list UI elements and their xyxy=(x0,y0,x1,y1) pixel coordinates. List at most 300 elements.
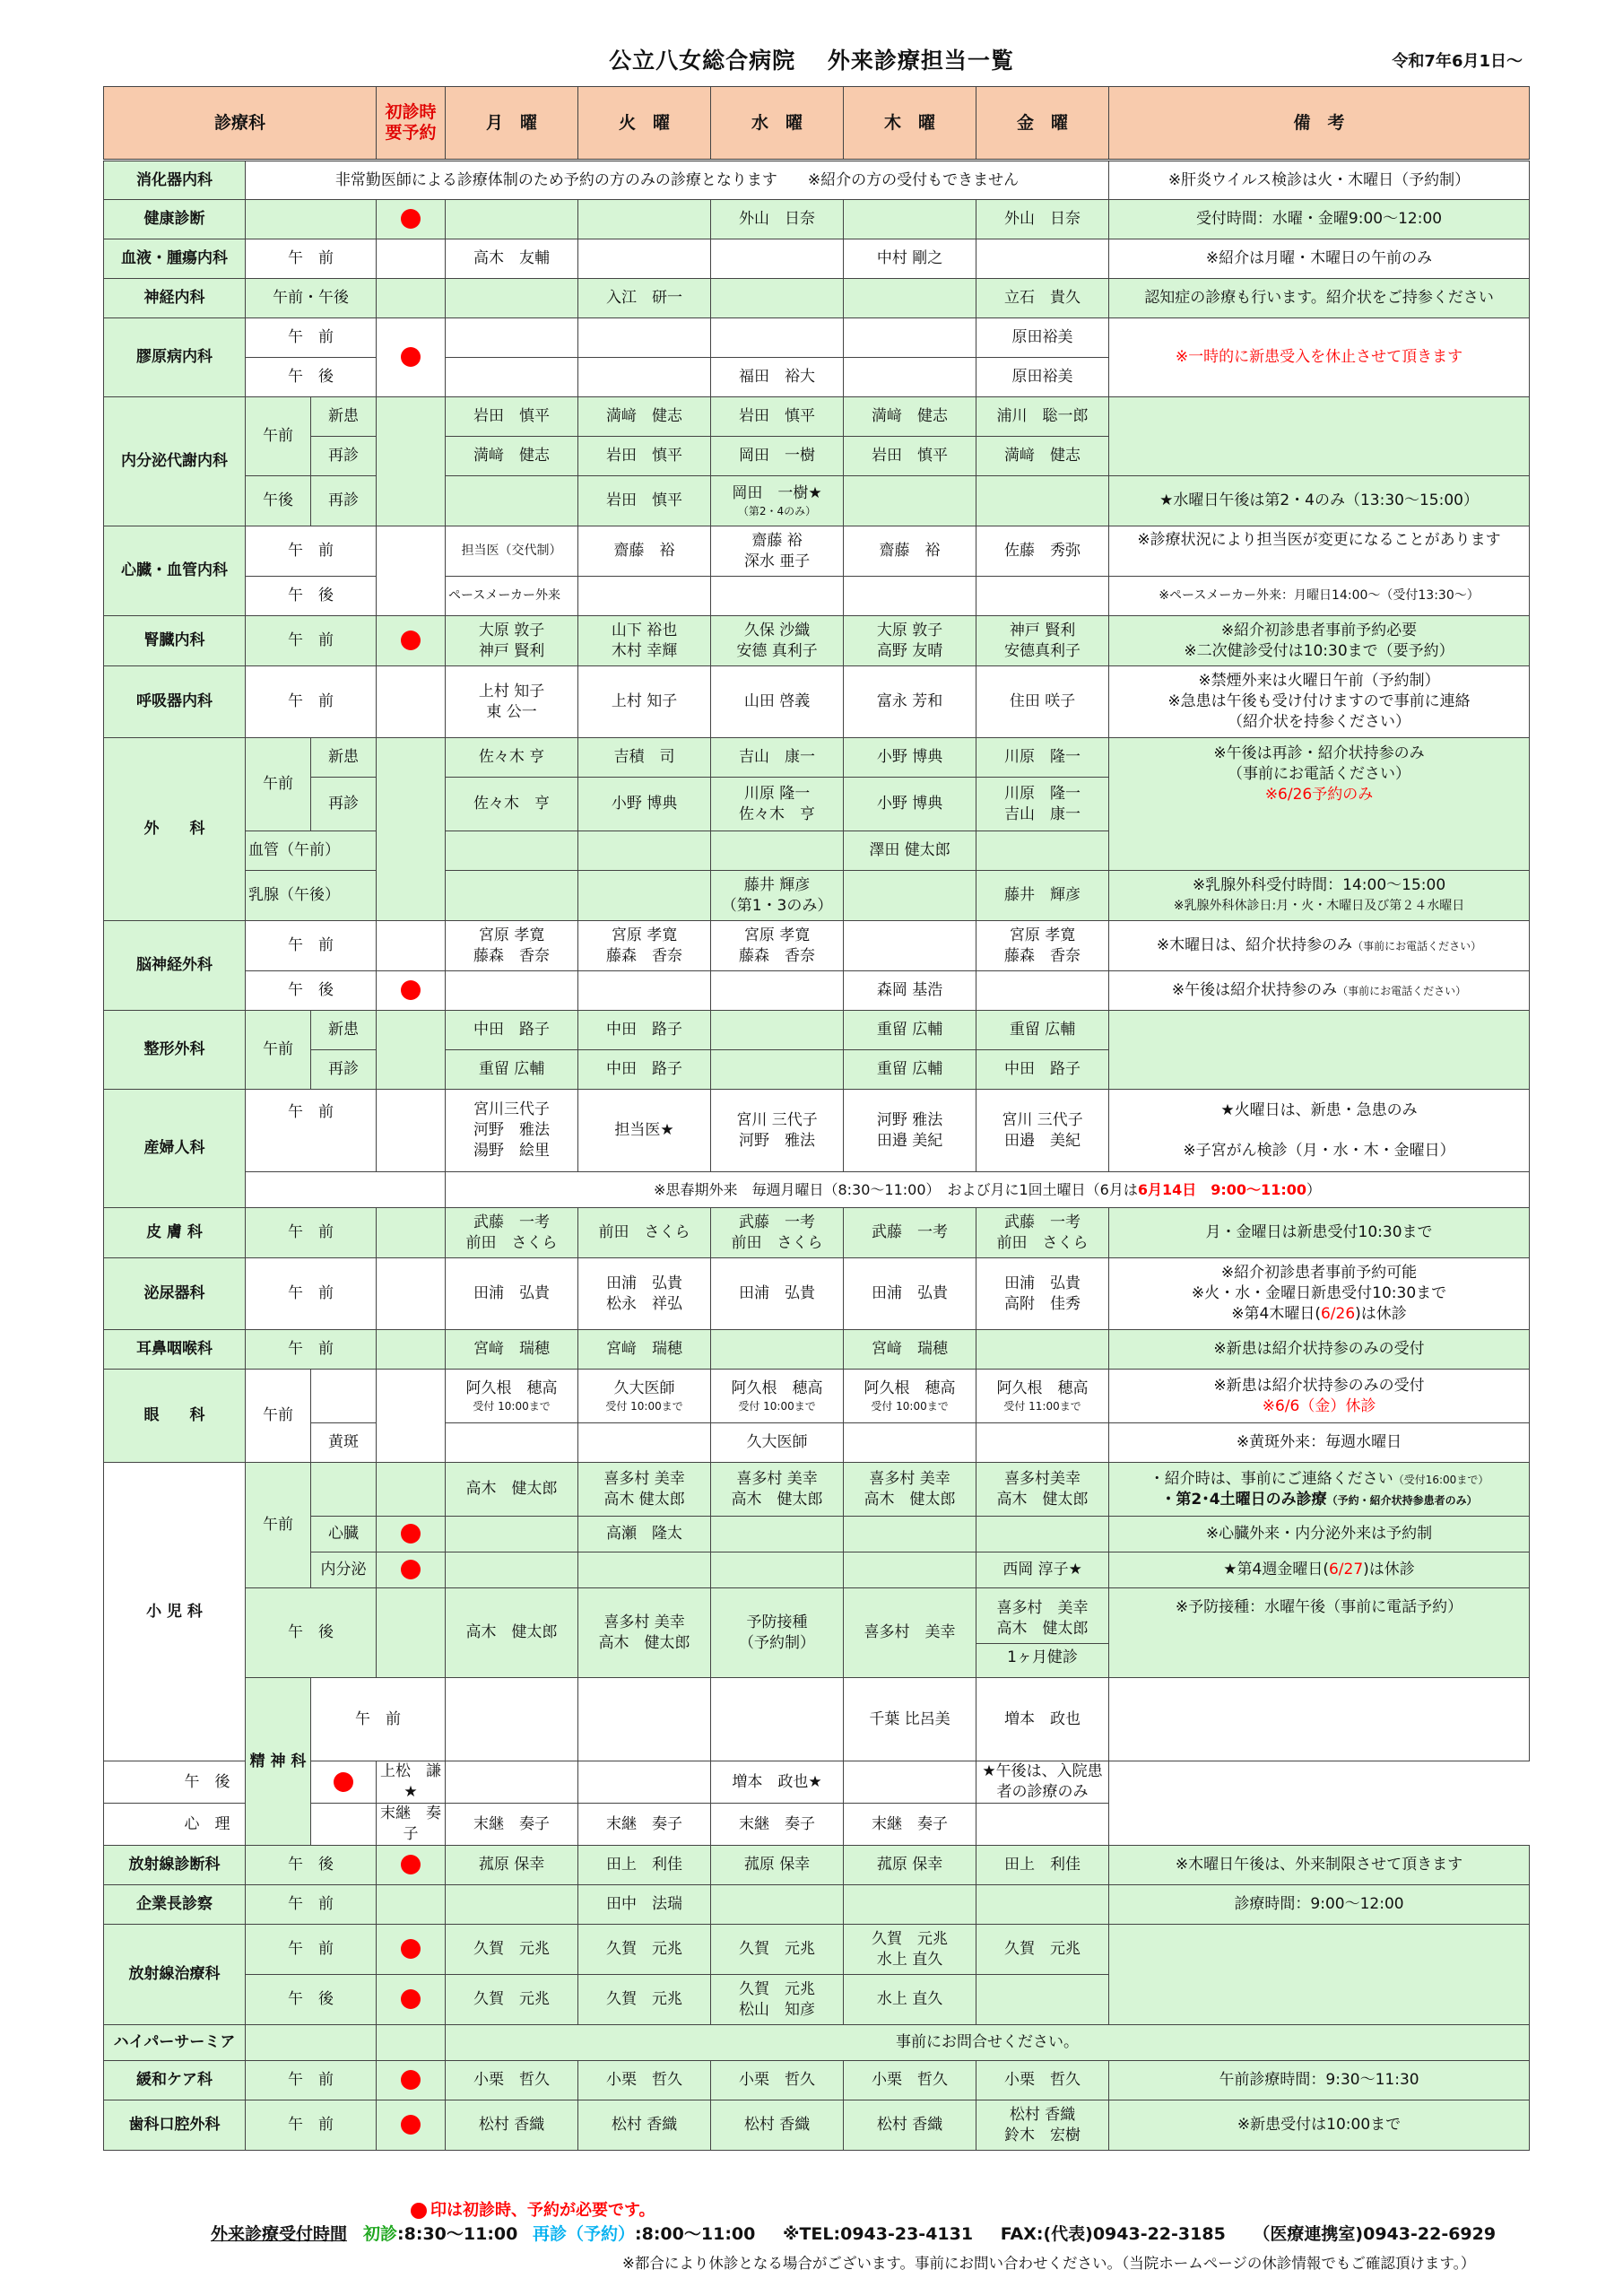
table-cell: ※乳腺外科受付時間：14:00～15:00 ※乳腺外科休診日:月・火・木曜日及び第２４水曜日 xyxy=(1109,871,1530,921)
table-cell: 小栗 哲久 xyxy=(578,2061,711,2100)
table-cell: ※ペースメーカー外来：月曜日14:00～（受付13:30～） xyxy=(1109,577,1530,616)
table-cell: 宮川三代子 河野 雅法 湯野 絵里 xyxy=(446,1090,578,1172)
col-fri: 金 曜 xyxy=(976,87,1109,161)
table-cell: 喜多村美幸 高木 健太郎 xyxy=(976,1463,1109,1517)
table-cell xyxy=(446,200,578,239)
table-cell: 新患 xyxy=(311,1011,377,1050)
reservation-dot-icon xyxy=(401,347,421,367)
table-cell: 午 前 xyxy=(311,1678,446,1761)
dept-radiotherapy: 放射線治療科 xyxy=(104,1925,246,2025)
table-row xyxy=(104,921,1530,971)
table-cell xyxy=(844,921,976,971)
table-cell: 山田 啓義 xyxy=(711,666,844,738)
table-row xyxy=(104,476,1530,526)
table-cell: 宮川 三代子 河野 雅法 xyxy=(711,1090,844,1172)
reservation-marker xyxy=(377,971,446,1011)
table-cell: 満﨑 健志 xyxy=(578,397,711,437)
table-cell xyxy=(377,2025,446,2061)
reservation-dot-icon xyxy=(401,1524,421,1544)
table-cell: 喜多村 美幸 高木 健太郎 xyxy=(711,1463,844,1517)
table-cell xyxy=(377,1885,446,1925)
table-cell: 立石 貴久 xyxy=(976,279,1109,318)
table-cell: ※午後は再診・紹介状持参のみ （事前にお電話ください） ※6/26予約のみ xyxy=(1109,738,1530,871)
table-cell: 富永 芳和 xyxy=(844,666,976,738)
reservation-dot-icon xyxy=(401,1989,421,2009)
dept-nephrology: 腎臓内科 xyxy=(104,616,246,666)
reservation-marker xyxy=(377,2100,446,2151)
table-row xyxy=(104,1423,1530,1463)
table-cell: 午前 xyxy=(246,738,311,831)
table-cell xyxy=(844,1423,976,1463)
table-cell xyxy=(976,577,1109,616)
table-cell: 上松 謙★ xyxy=(377,1761,446,1804)
table-cell: 菰原 保幸 xyxy=(844,1846,976,1885)
table-cell: ★第4週金曜日(6/27)は休診 xyxy=(1109,1552,1530,1588)
reservation-marker xyxy=(377,1846,446,1885)
table-cell: 心 理 xyxy=(104,1804,311,1846)
table-cell: 午 前 xyxy=(246,1208,377,1258)
table-cell: 西岡 淳子★ xyxy=(976,1552,1109,1588)
table-cell: 宮原 孝寛 藤森 香奈 xyxy=(976,921,1109,971)
fax-number: FAX:(代表)0943-22-3185 xyxy=(1000,2224,1226,2244)
table-cell: 再診 xyxy=(311,778,377,831)
table-row xyxy=(104,738,1530,778)
table-cell: 武藤 一考 前田 さくら xyxy=(711,1208,844,1258)
table-row xyxy=(104,1804,1530,1846)
table-row xyxy=(104,616,1530,666)
table-cell xyxy=(377,1208,446,1258)
table-row xyxy=(104,1678,1530,1761)
table-cell: 外山 日奈 xyxy=(976,200,1109,239)
col-wed: 水 曜 xyxy=(711,87,844,161)
table-cell: 心臓 xyxy=(311,1517,377,1552)
table-cell: 中田 路子 xyxy=(578,1050,711,1090)
table-cell xyxy=(844,1761,976,1804)
table-row xyxy=(104,318,1530,358)
table-row xyxy=(104,577,1530,616)
dept-urology: 泌尿器科 xyxy=(104,1258,246,1330)
dept-cardiology: 心臓・血管内科 xyxy=(104,526,246,616)
table-cell xyxy=(976,831,1109,871)
table-row xyxy=(104,397,1530,437)
table-cell: 福田 裕大 xyxy=(711,358,844,397)
table-cell: 中村 剛之 xyxy=(844,239,976,279)
table-cell: 岩田 慎平 xyxy=(578,437,711,476)
table-cell xyxy=(578,1678,711,1761)
page-title: 公立八女総合病院 外来診療担当一覧 xyxy=(609,48,1014,74)
table-cell xyxy=(976,1885,1109,1925)
table-cell: ※木曜日午後は、外来制限させて頂きます xyxy=(1109,1846,1530,1885)
table-cell: 新患 xyxy=(311,397,377,437)
table-cell: 小野 博典 xyxy=(578,778,711,831)
table-cell xyxy=(377,1588,446,1678)
table-cell: ※診療状況により担当医が変更になることがあります xyxy=(1109,526,1530,577)
table-cell xyxy=(711,577,844,616)
table-cell: 午 前 xyxy=(246,239,377,279)
table-cell xyxy=(711,318,844,358)
table-cell: 吉山 康一 xyxy=(711,738,844,778)
table-cell: ※午後は紹介状持参のみ（事前にお電話ください） xyxy=(1109,971,1530,1011)
table-cell: 阿久根 穂高 受付 10:00まで xyxy=(711,1370,844,1423)
table-cell: 川原 隆一 xyxy=(976,738,1109,778)
table-cell: 受付時間：水曜・金曜9:00～12:00 xyxy=(1109,200,1530,239)
table-cell: 喜多村 美幸 高木 健太郎 xyxy=(578,1588,711,1678)
table-cell: 佐藤 秀弥 xyxy=(976,526,1109,577)
table-cell: 午 後 xyxy=(246,971,377,1011)
table-row xyxy=(104,161,1530,200)
table-cell: 重留 広輔 xyxy=(844,1050,976,1090)
table-cell: 外山 日奈 xyxy=(711,200,844,239)
col-mon: 月 曜 xyxy=(446,87,578,161)
table-cell: ※禁煙外来は火曜日午前（予約制） ※急患は午後も受け付けますので事前に連絡 （紹介状を持参ください） xyxy=(1109,666,1530,738)
table-cell: 喜多村 美幸 高木 健太郎 xyxy=(844,1463,976,1517)
table-cell: ・紹介時は、事前にご連絡ください（受付16:00まで） ・第2･4土曜日のみ診療（予約・紹介状持参患者のみ） xyxy=(1109,1463,1530,1517)
table-cell xyxy=(976,1330,1109,1370)
table-cell xyxy=(578,1552,711,1588)
table-cell: 大原 敦子 神戸 賢利 xyxy=(446,616,578,666)
table-cell: 武藤 一考 前田 さくら xyxy=(976,1208,1109,1258)
table-cell: 川原 隆一 吉山 康一 xyxy=(976,778,1109,831)
table-row xyxy=(104,1208,1530,1258)
table-cell: 末継 奏子 xyxy=(377,1804,446,1846)
table-cell xyxy=(976,476,1109,526)
table-cell: 午 後 xyxy=(246,577,377,616)
gastro-note: ※肝炎ウイルス検診は火・木曜日（予約制） xyxy=(1109,161,1530,200)
table-cell xyxy=(446,358,578,397)
table-cell xyxy=(844,871,976,921)
dept-hyperthermia: ハイパーサーミア xyxy=(104,2025,246,2061)
table-cell: 認知症の診療も行います。紹介状をご持参ください xyxy=(1109,279,1530,318)
coop-number: （医療連携室)0943-22-6929 xyxy=(1253,2224,1497,2244)
table-cell: 小栗 哲久 xyxy=(976,2061,1109,2100)
table-cell: 田上 利佳 xyxy=(578,1846,711,1885)
table-cell: 宮原 孝寛 藤森 香奈 xyxy=(711,921,844,971)
table-cell: 午 後 xyxy=(246,358,377,397)
table-cell xyxy=(377,1370,446,1463)
table-cell: 岡田 一樹 xyxy=(711,437,844,476)
table-cell: 松村 香織 xyxy=(578,2100,711,2151)
table-cell xyxy=(246,2025,377,2061)
table-cell: 齋藤 裕 xyxy=(578,526,711,577)
table-cell: ※黄斑外来：毎週水曜日 xyxy=(1109,1423,1530,1463)
table-row xyxy=(104,1588,1530,1678)
table-cell: 末継 奏子 xyxy=(844,1804,976,1846)
dept-respiratory: 呼吸器内科 xyxy=(104,666,246,738)
table-cell: 水上 直久 xyxy=(844,1975,976,2025)
reservation-dot-icon xyxy=(401,631,421,650)
reservation-legend: 印は初診時、予約が必要です。 xyxy=(411,2197,655,2221)
table-cell: 満﨑 健志 xyxy=(976,437,1109,476)
table-cell: 田中 法瑞 xyxy=(578,1885,711,1925)
table-cell: 武藤 一考 xyxy=(844,1208,976,1258)
table-cell: 増本 政也 xyxy=(976,1678,1109,1761)
table-cell: 喜多村 美幸 xyxy=(844,1588,976,1678)
table-cell xyxy=(711,1517,844,1552)
table-cell xyxy=(311,1804,377,1846)
table-cell xyxy=(976,1975,1109,2025)
table-row xyxy=(104,1885,1530,1925)
table-cell: 重留 広輔 xyxy=(976,1011,1109,1050)
table-cell xyxy=(446,476,578,526)
table-row xyxy=(104,1517,1530,1552)
table-cell xyxy=(377,279,446,318)
table-cell: 岡田 一樹★ （第2・4のみ） xyxy=(711,476,844,526)
reservation-dot-icon xyxy=(334,1772,353,1792)
table-cell xyxy=(578,1423,711,1463)
table-cell: 松村 香織 鈴木 宏樹 xyxy=(976,2100,1109,2151)
table-cell xyxy=(377,239,446,279)
table-cell xyxy=(1109,1925,1530,2025)
table-cell xyxy=(578,358,711,397)
table-cell: 満﨑 健志 xyxy=(446,437,578,476)
table-row xyxy=(104,239,1530,279)
table-cell: 菰原 保幸 xyxy=(711,1846,844,1885)
table-cell: 松村 香織 xyxy=(711,2100,844,2151)
table-cell: 久大医師 受付 10:00まで xyxy=(578,1370,711,1423)
table-cell: 乳腺（午後） xyxy=(246,871,377,921)
table-cell: 黄斑 xyxy=(311,1423,377,1463)
table-cell: 診療時間：9:00～12:00 xyxy=(1109,1885,1530,1925)
table-cell xyxy=(377,666,446,738)
table-cell: 久賀 元兆 xyxy=(578,1975,711,2025)
table-cell xyxy=(446,1517,578,1552)
dept-ent: 耳鼻咽喉科 xyxy=(104,1330,246,1370)
table-cell: 岩田 慎平 xyxy=(711,397,844,437)
table-cell: 新患 xyxy=(311,738,377,778)
table-cell: 中田 路子 xyxy=(578,1011,711,1050)
table-cell: ※心臓外来・内分泌外来は予約制 xyxy=(1109,1517,1530,1552)
table-cell xyxy=(377,1463,446,1517)
dept-psychiatry: 精 神 科 xyxy=(246,1678,311,1846)
col-notes: 備 考 xyxy=(1109,87,1530,161)
table-cell: ★火曜日は、新患・急患のみ ※子宮がん検診（月・水・木・金曜日） xyxy=(1109,1090,1530,1172)
table-cell: 午前・午後 xyxy=(246,279,377,318)
table-cell: 入江 研一 xyxy=(578,279,711,318)
table-cell: 浦川 聡一郎 xyxy=(976,397,1109,437)
table-cell xyxy=(311,1463,377,1517)
dept-checkup: 健康診断 xyxy=(104,200,246,239)
col-thu: 木 曜 xyxy=(844,87,976,161)
table-cell: 前田 さくら xyxy=(578,1208,711,1258)
dept-endocrine: 内分泌代謝内科 xyxy=(104,397,246,526)
table-cell: 喜多村 美幸 高木 健太郎 xyxy=(578,1463,711,1517)
table-cell xyxy=(578,971,711,1011)
table-cell: 田浦 弘貴 xyxy=(844,1258,976,1330)
table-cell xyxy=(578,577,711,616)
table-cell xyxy=(976,971,1109,1011)
table-cell: 満﨑 健志 xyxy=(844,397,976,437)
table-cell: 齋藤 裕 xyxy=(844,526,976,577)
table-cell: 午 後 xyxy=(246,1588,377,1678)
table-cell: 午後 xyxy=(246,476,311,526)
table-cell: 宮原 孝寛 藤森 香奈 xyxy=(446,921,578,971)
table-cell: ※新患は紹介状持参のみの受付 ※6/6（金）休診 xyxy=(1109,1370,1530,1423)
table-cell xyxy=(711,1678,844,1761)
reservation-marker xyxy=(377,200,446,239)
table-cell xyxy=(377,1090,446,1172)
table-cell: 住田 咲子 xyxy=(976,666,1109,738)
table-cell: ★午後は、入院患者の診療のみ xyxy=(976,1761,1109,1804)
table-cell: 久賀 元兆 xyxy=(578,1925,711,1975)
table-cell xyxy=(844,1885,976,1925)
table-row xyxy=(104,971,1530,1011)
table-cell xyxy=(377,526,446,616)
table-cell: 小栗 哲久 xyxy=(844,2061,976,2100)
table-cell: 高木 健太郎 xyxy=(446,1463,578,1517)
table-cell: 久賀 元兆 xyxy=(976,1925,1109,1975)
reservation-marker xyxy=(377,1975,446,2025)
table-cell xyxy=(844,1552,976,1588)
table-cell xyxy=(311,1370,377,1423)
dept-surgery: 外 科 xyxy=(104,738,246,921)
table-cell xyxy=(377,738,446,921)
table-cell: 高木 健太郎 xyxy=(446,1588,578,1678)
table-cell: 小栗 哲久 xyxy=(711,2061,844,2100)
table-cell: 久賀 元兆 xyxy=(446,1975,578,2025)
table-cell: 午 前 xyxy=(246,666,377,738)
table-cell: 千葉 比呂美 xyxy=(844,1678,976,1761)
table-cell: 午 後 xyxy=(246,1975,377,2025)
table-cell xyxy=(711,1330,844,1370)
table-cell: 佐々木 亨 xyxy=(446,778,578,831)
table-cell: 事前にお問合せください。 xyxy=(446,2025,1530,2061)
table-cell xyxy=(844,279,976,318)
table-cell: 午 前 xyxy=(246,318,377,358)
table-cell: 菰原 保幸 xyxy=(446,1846,578,1885)
reservation-dot-icon xyxy=(401,1560,421,1579)
table-cell: 齋藤 裕 深水 亜子 xyxy=(711,526,844,577)
table-cell: ※思春期外来 毎週月曜日（8:30～11:00） および月に1回土曜日（6月は6月14日 9:00～11:00） xyxy=(446,1172,1530,1208)
table-cell: 担当医★ xyxy=(578,1090,711,1172)
table-cell: 上村 知子 東 公一 xyxy=(446,666,578,738)
table-cell: ★水曜日午後は第2・4のみ（13:30～15:00） xyxy=(1109,476,1530,526)
table-cell: 大原 敦子 高野 友晴 xyxy=(844,616,976,666)
table-cell xyxy=(578,1761,711,1804)
table-cell: 予防接種 （予約制） xyxy=(711,1588,844,1678)
table-cell: 午 後 xyxy=(104,1761,311,1804)
table-cell: 再診 xyxy=(311,476,377,526)
gastro-notice: 非常勤医師による診療体制のため予約の方のみの診療となります ※紹介の方の受付もできません xyxy=(246,161,1109,200)
table-cell xyxy=(578,239,711,279)
col-first-visit: 初診時 要予約 xyxy=(377,87,446,161)
table-cell: 血管（午前） xyxy=(246,831,377,871)
dept-collagen: 膠原病内科 xyxy=(104,318,246,397)
table-cell: 神戸 賢利 安德真利子 xyxy=(976,616,1109,666)
table-row xyxy=(104,200,1530,239)
table-cell: 原田裕美 xyxy=(976,358,1109,397)
table-cell: 阿久根 穂高 受付 11:00まで xyxy=(976,1370,1109,1423)
reservation-marker xyxy=(311,1761,377,1804)
table-row xyxy=(104,2061,1530,2100)
table-cell: 久賀 元兆 松山 知彦 xyxy=(711,1975,844,2025)
table-cell: 午前 xyxy=(246,397,311,476)
table-cell: ※紹介初診患者事前予約可能 ※火・水・金曜日新患受付10:30まで ※第4木曜日(6/26)は休診 xyxy=(1109,1258,1530,1330)
reservation-marker xyxy=(377,2061,446,2100)
table-cell: 田上 利佳 xyxy=(976,1846,1109,1885)
table-cell: 午 前 xyxy=(246,1925,377,1975)
table-row xyxy=(104,1846,1530,1885)
table-cell: 増本 政也★ xyxy=(711,1761,844,1804)
table-cell: ※紹介初診患者事前予約必要 ※二次健診受付は10:30まで（要予約） xyxy=(1109,616,1530,666)
table-cell xyxy=(1109,1011,1530,1090)
table-cell: 宮原 孝寛 藤森 香奈 xyxy=(578,921,711,971)
table-cell: 午 前 xyxy=(246,921,377,971)
dept-radiology-diag: 放射線診断科 xyxy=(104,1846,246,1885)
table-cell xyxy=(446,1423,578,1463)
table-cell: ※新患受付は10:00まで xyxy=(1109,2100,1530,2151)
table-cell: 河野 雅法 田邉 美紀 xyxy=(844,1090,976,1172)
table-cell: 久賀 元兆 水上 直久 xyxy=(844,1925,976,1975)
table-cell xyxy=(446,1678,578,1761)
table-cell xyxy=(844,200,976,239)
table-cell: 阿久根 穂高 受付 10:00まで xyxy=(446,1370,578,1423)
table-cell: 再診 xyxy=(311,1050,377,1090)
table-cell xyxy=(711,971,844,1011)
table-row xyxy=(104,1552,1530,1588)
table-cell xyxy=(446,831,578,871)
table-cell: ※紹介は月曜・木曜日の午前のみ xyxy=(1109,239,1530,279)
table-cell xyxy=(844,577,976,616)
table-cell: 宮﨑 瑞穂 xyxy=(578,1330,711,1370)
effective-date: 令和7年6月1日～ xyxy=(1392,52,1523,71)
table-row xyxy=(104,1258,1530,1330)
table-cell xyxy=(446,279,578,318)
table-cell: 田浦 弘貴 xyxy=(446,1258,578,1330)
table-row xyxy=(104,1330,1530,1370)
table-cell xyxy=(246,1172,446,1208)
tel-number: ※TEL:0943-23-4131 xyxy=(782,2224,974,2244)
table-cell: 久保 沙織 安德 真利子 xyxy=(711,616,844,666)
table-cell: 午 前 xyxy=(246,1330,377,1370)
table-row xyxy=(104,1925,1530,1975)
table-row xyxy=(104,2100,1530,2151)
table-cell: 小栗 哲久 xyxy=(446,2061,578,2100)
table-cell: 末継 奏子 xyxy=(446,1804,578,1846)
table-cell: 上村 知子 xyxy=(578,666,711,738)
table-row xyxy=(104,1172,1530,1208)
table-cell xyxy=(711,279,844,318)
table-cell: 吉積 司 xyxy=(578,738,711,778)
table-cell xyxy=(578,200,711,239)
table-cell xyxy=(446,1761,578,1804)
reservation-dot-icon xyxy=(401,2115,421,2135)
table-cell: 午 前 xyxy=(246,1885,377,1925)
table-cell: 末継 奏子 xyxy=(711,1804,844,1846)
table-cell: 山下 裕也 木村 幸輝 xyxy=(578,616,711,666)
dept-dermatology: 皮 膚 科 xyxy=(104,1208,246,1258)
table-row xyxy=(104,2025,1530,2061)
table-cell: 内分泌 xyxy=(311,1552,377,1588)
reception-hours: 外来診療受付時間 初診:8:30～11:00 再診（予約）:8:00～11:00 ※TEL:0943-23-4131 FAX:(代表)0943-22-3185 （医療連携室)0943-22-6929 xyxy=(211,2224,1497,2244)
dept-palliative: 緩和ケア科 xyxy=(104,2061,246,2100)
table-cell: ※新患は紹介状持参のみの受付 xyxy=(1109,1330,1530,1370)
table-cell xyxy=(446,1552,578,1588)
table-row xyxy=(104,1463,1530,1517)
table-cell: 武藤 一考 前田 さくら xyxy=(446,1208,578,1258)
table-cell: 阿久根 穂高 受付 10:00まで xyxy=(844,1370,976,1423)
table-cell: 重留 広輔 xyxy=(446,1050,578,1090)
table-cell: 喜多村 美幸 高木 健太郎 1ヶ月健診 xyxy=(976,1588,1109,1678)
table-cell xyxy=(711,831,844,871)
table-cell: 宮﨑 瑞穂 xyxy=(844,1330,976,1370)
table-cell: 岩田 慎平 xyxy=(578,476,711,526)
table-cell: 午 前 xyxy=(246,1090,377,1172)
table-cell: ※予防接種：水曜午後（事前に電話予約） xyxy=(1109,1588,1530,1678)
reservation-dot-icon xyxy=(401,1939,421,1959)
table-cell xyxy=(711,1050,844,1090)
table-cell: 末継 奏子 xyxy=(578,1804,711,1846)
table-cell xyxy=(246,200,377,239)
